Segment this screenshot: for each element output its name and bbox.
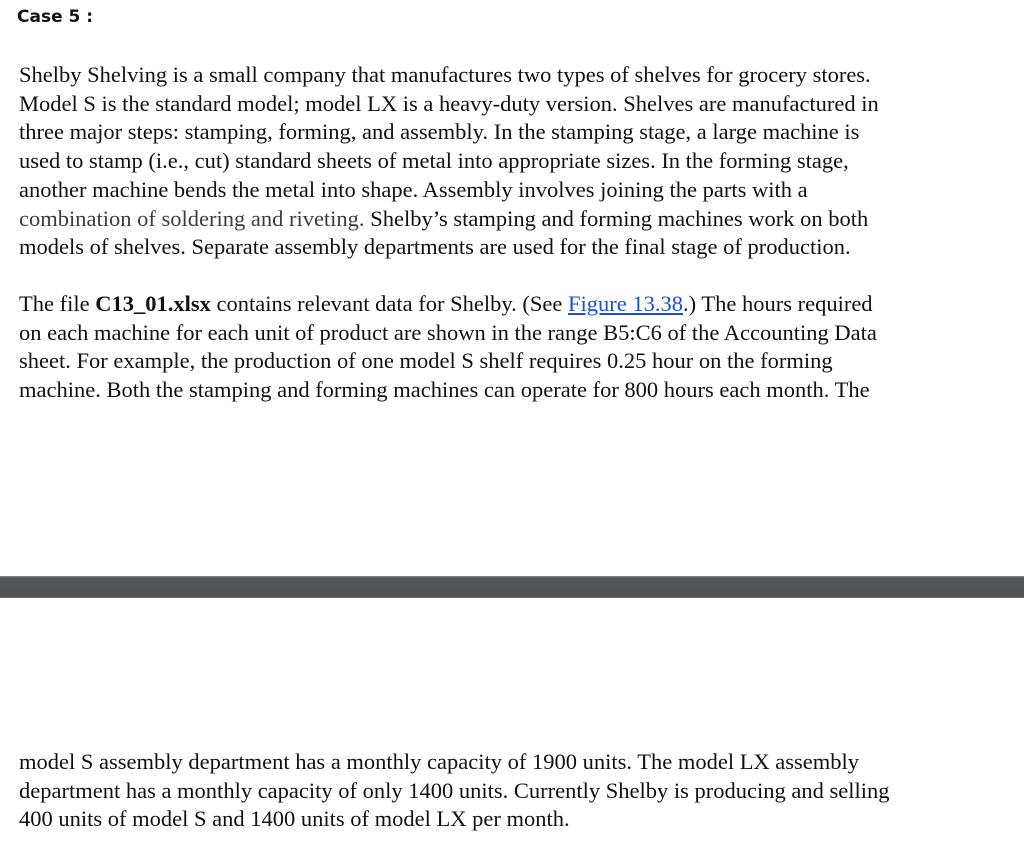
page-break-divider	[0, 576, 1024, 598]
faded-text: combination of soldering and riveting.	[19, 205, 365, 231]
paragraph-continued	[19, 748, 994, 834]
text-line: used to stamp (i.e., cut) standard sheets of metal into appropriate sizes. In the forming stage,	[19, 148, 849, 174]
text-line: Model S is the standard model; model LX is a heavy-duty version. Shelves are manufactured in	[19, 90, 879, 116]
paragraph-file-reference	[19, 290, 994, 405]
text-line: model S assembly department has a monthly capacity of 1900 units. The model LX assembly	[19, 749, 860, 774]
file-name: C13_01.xlsx	[95, 290, 211, 316]
text-line: machine. Both the stamping and forming machines can operate for 800 hours each month. The	[19, 377, 870, 403]
text-line: Shelby Shelving is a small company that manufactures two types of shelves for grocery stores.	[19, 62, 871, 87]
document-top-section	[19, 61, 994, 405]
text-line: department has a monthly capacity of only 1400 units. Currently Shelby is producing and selling	[19, 777, 890, 803]
text-segment: contains relevant data for Shelby. (See	[210, 290, 569, 316]
text-segment: Shelby’s stamping and forming machines work on both	[364, 205, 869, 231]
figure-link[interactable]: Figure 13.38	[568, 290, 684, 316]
case-title: Case 5 :	[17, 7, 94, 27]
text-line: another machine bends the metal into shape. Assembly involves joining the parts with a	[19, 176, 808, 202]
text-line: 400 units of model S and 1400 units of model LX per month.	[19, 806, 570, 832]
paragraph-intro	[19, 61, 994, 262]
document-bottom-section	[19, 748, 994, 834]
text-segment: The file	[19, 290, 96, 316]
text-line: three major steps: stamping, forming, and assembly. In the stamping stage, a large machine is	[19, 119, 860, 145]
text-line	[19, 205, 994, 234]
text-line: models of shelves. Separate assembly departments are used for the final stage of production.	[19, 234, 851, 260]
text-line: sheet. For example, the production of one model S shelf requires 0.25 hour on the forming	[19, 348, 833, 374]
text-segment: .) The hours required	[683, 290, 873, 316]
text-line: on each machine for each unit of product are shown in the range B5:C6 of the Accounting Data	[19, 319, 877, 345]
text-line	[19, 290, 994, 319]
